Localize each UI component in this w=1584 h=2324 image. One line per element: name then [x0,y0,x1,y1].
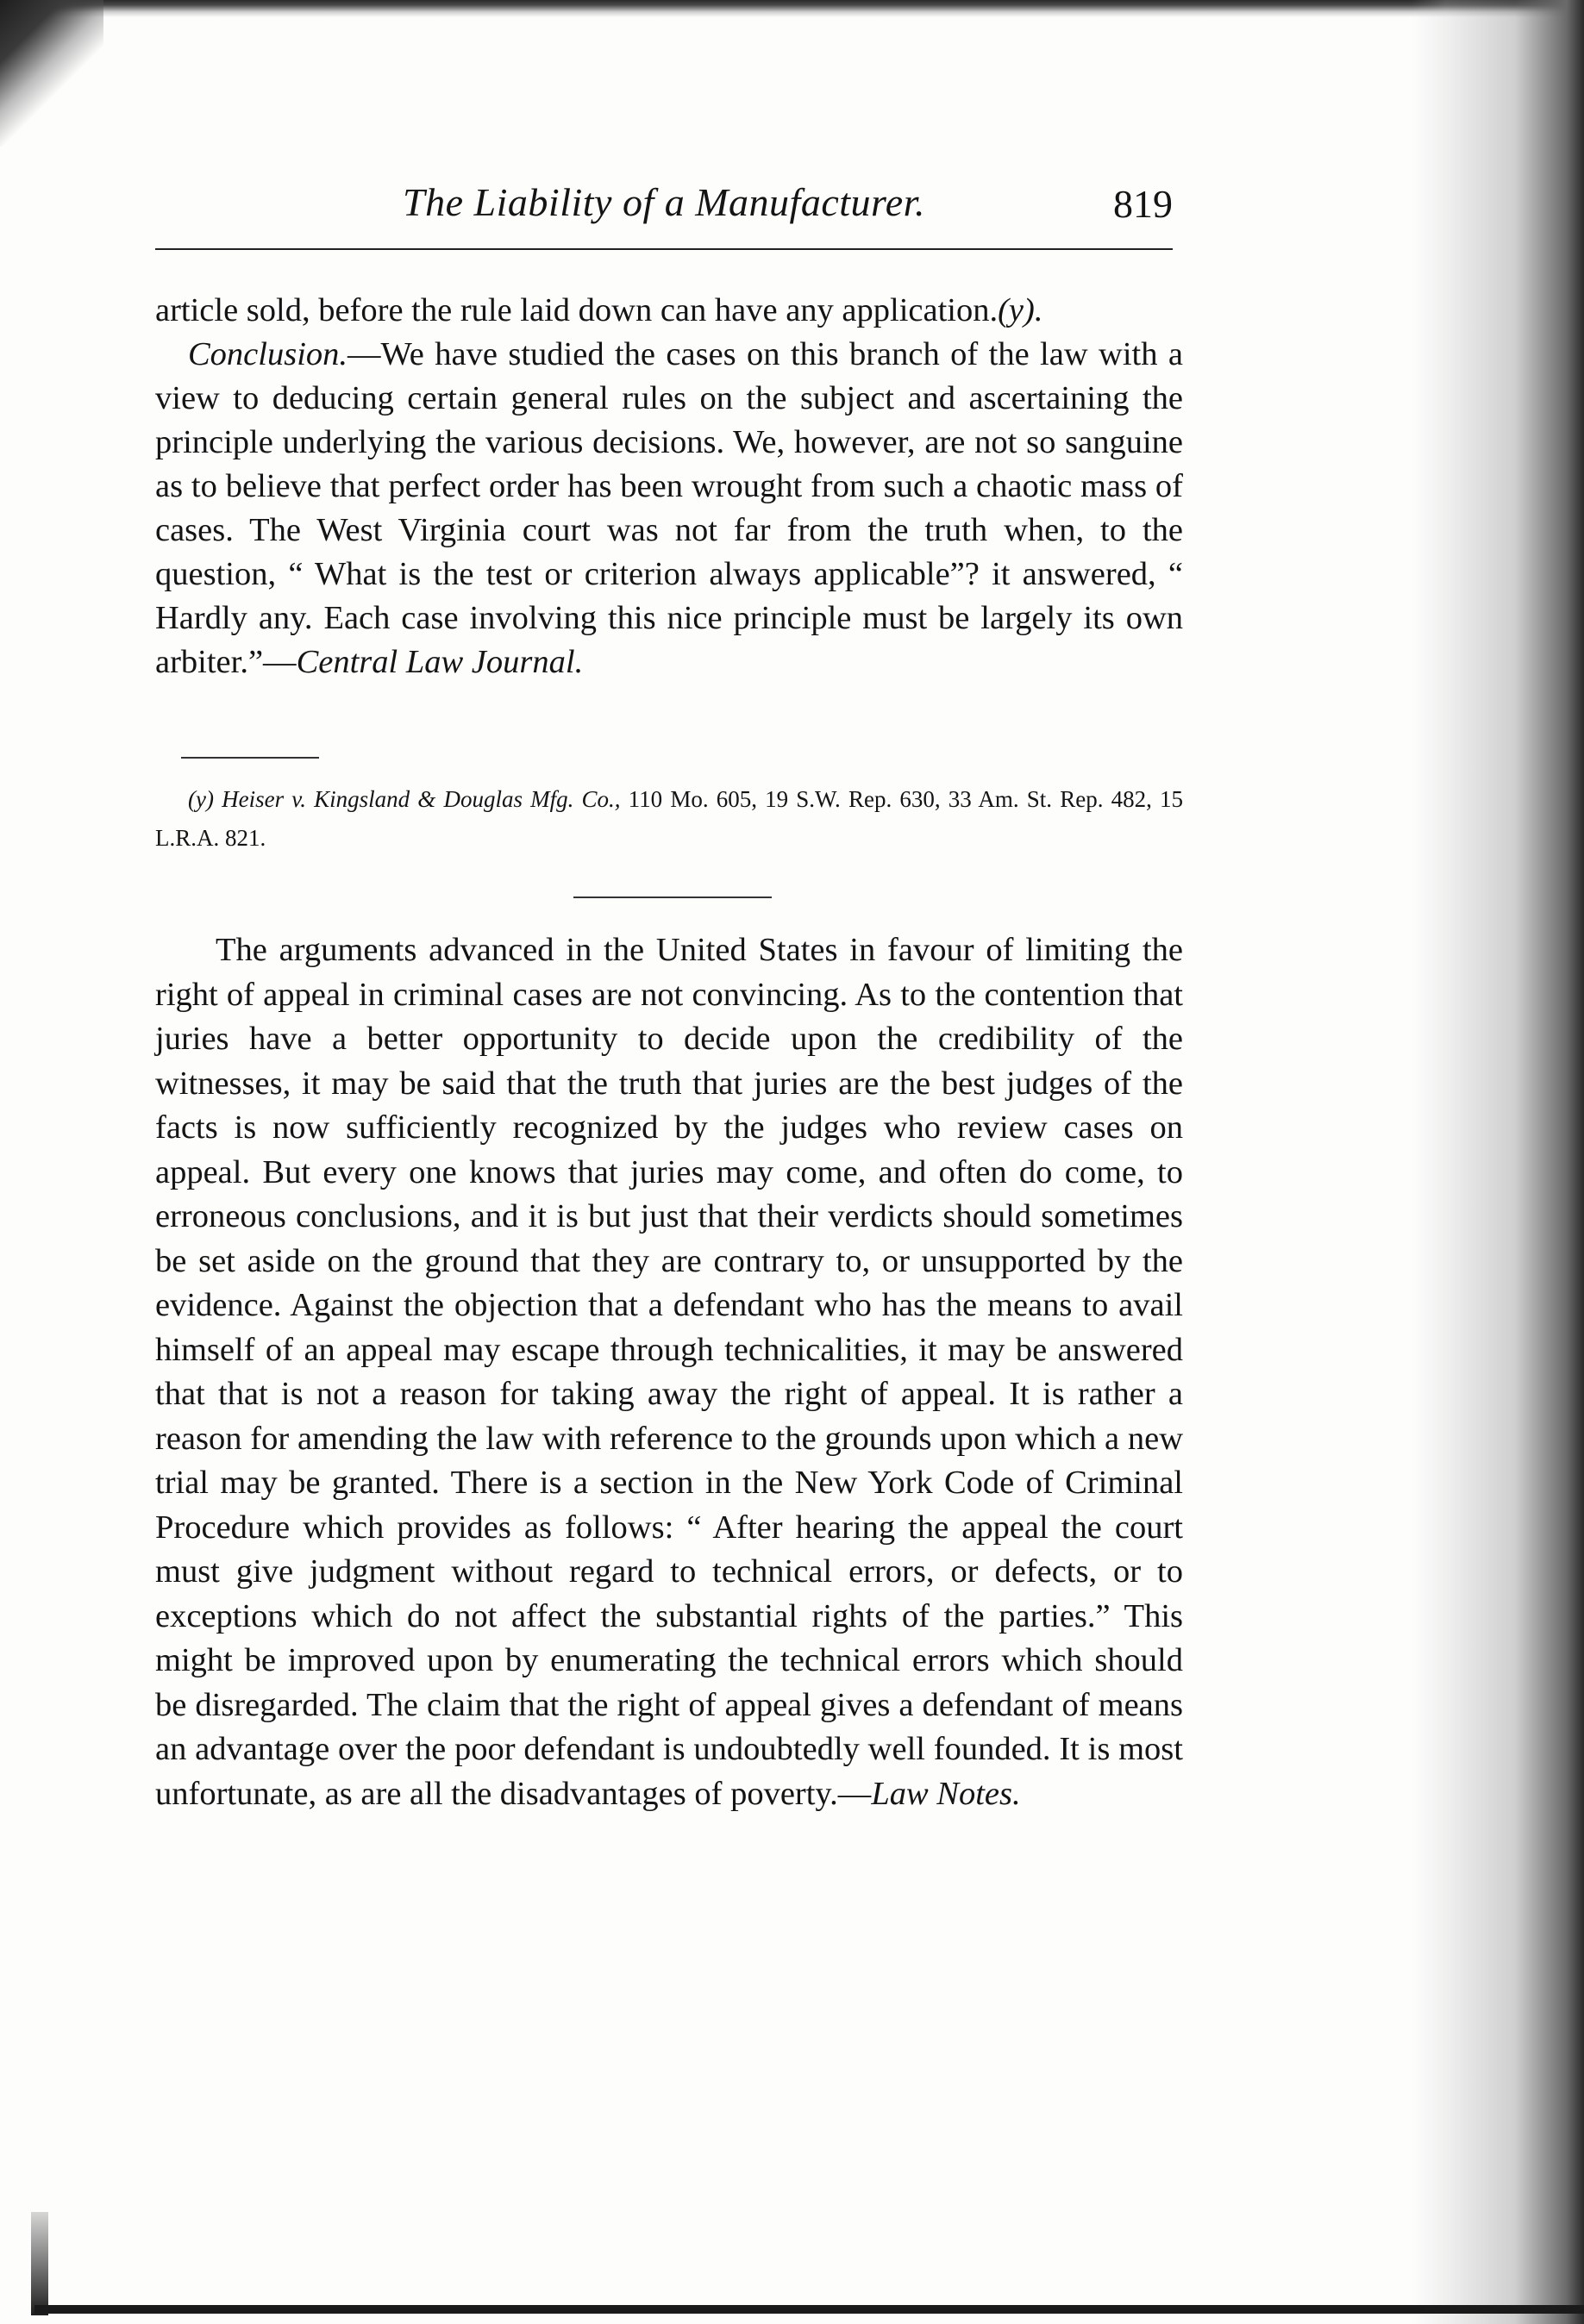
footnote-marker: (y) [188,786,214,812]
source-citation: Law Notes. [871,1775,1021,1812]
footnote-reference: (y). [998,292,1043,328]
paragraph-text: —We have studied the cases on this branch of the law with a view to deducing certain general rules on the subject and ascertaining the principle underlying the various decisions. We, however, are not so sanguine as to believe that perfect order has been wrought from such a chaotic mass of cases. The West Virginia court was not far from the truth when, to the question, “ What is the test or criterion always applicable”? it answered, “ Hardly any. Each case involving this nice principle must be largely its own arbiter.”— [155,336,1183,680]
section-lead: Conclusion. [188,336,348,372]
page-header [155,172,1173,241]
footnote-text [155,780,1183,858]
section-divider [573,896,772,898]
footnote-rule [181,757,319,759]
scan-shadow-binding [1412,0,1584,2324]
case-name: Heiser v. Kingsland & Douglas Mfg. Co., [222,786,621,812]
paragraph-text: The arguments advanced in the United States in favour of limiting the right of appeal in criminal cases are not convincing. As to the contention that juries have a better opportunity to decide upon the credibility of the witnesses, it may be said that the truth that juries are the best judges of the facts is now sufficiently recognized by the judges who review cases on appeal. But every one knows that juries may come, and often do come, to erroneous conclusions, and it is but just that their verdicts should sometimes be set aside on the ground that they are contrary to, or unsupported by the evidence. Against the objection that a defendant who has the means to avail himself of an appeal may escape through technicalities, it may be answered that that is not a reason for taking away the right of appeal. It is rather a reason for amending the law with reference to the grounds upon which a new trial may be granted. There is a section in the New York Code of Criminal Procedure which provides as follows: “ After hearing the appeal the court must give judgment without regard to technical errors, or defects, or to exceptions which do not affect the substantial rights of the parties.” This might be improved upon by enumerating the technical errors which should be disregarded. The claim that the right of appeal gives a defendant of means an advantage over the poor defendant is undoubtedly well founded. It is most unfortunate, as are all the disadvantages of poverty.— [155,932,1183,1812]
page-number: 819 [1113,182,1173,226]
header-rule [155,248,1173,250]
paragraph-text: article sold, before the rule laid down can have any application. [155,292,999,328]
scan-shadow-corner [0,0,103,147]
paragraph [155,289,1183,333]
source-citation: Central Law Journal. [296,644,584,680]
article-conclusion [155,289,1183,684]
article-appeal [155,928,1183,1816]
paragraph [155,333,1183,684]
case-citation: 110 Mo. 605, 19 S.W. Rep. 630, 33 Am. St. Rep. 482, 15 L.R.A. 821. [155,786,1184,851]
scan-shadow-top [0,0,1584,17]
paragraph [155,928,1183,1816]
scan-shadow-bottom [34,2305,1584,2314]
footnote [155,780,1183,858]
running-title: The Liability of a Manufacturer. [403,180,925,224]
scan-shadow-corner-bottom [31,2212,48,2315]
